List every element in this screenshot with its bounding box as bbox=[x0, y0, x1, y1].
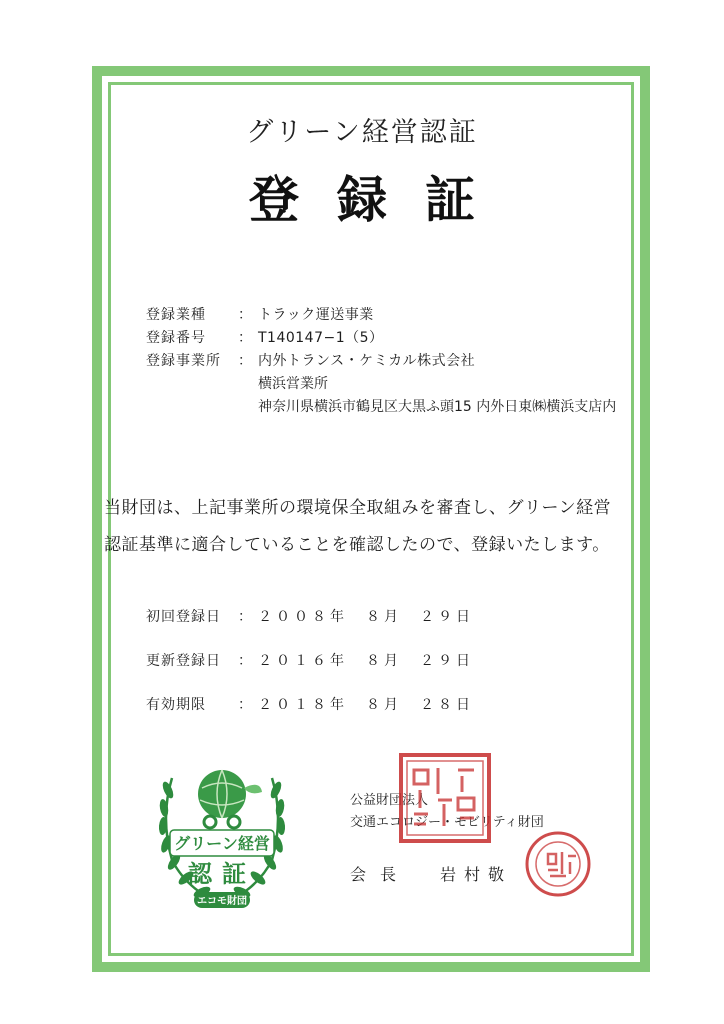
number-value: T140147−1（5） bbox=[258, 330, 384, 346]
official-round-seal-icon bbox=[524, 830, 592, 898]
office-branch: 横浜営業所 bbox=[258, 376, 328, 392]
statement-line-2: 認証基準に適合していることを確認したので、登録いたします。 bbox=[104, 535, 610, 555]
renewal-row bbox=[146, 638, 474, 682]
colon: ： bbox=[238, 609, 252, 625]
president-name: 岩村敬 bbox=[440, 865, 513, 884]
certification-statement bbox=[104, 490, 644, 564]
office-label: 登録事業所 bbox=[146, 353, 221, 369]
colon: ： bbox=[238, 330, 252, 346]
expiry-date: ２０１８年 ８月 ２８日 bbox=[258, 697, 474, 713]
certificate-subtitle: グリーン経営認証 bbox=[246, 117, 478, 148]
logo-text-3: エコモ財団 bbox=[197, 896, 247, 907]
industry-row bbox=[146, 304, 616, 327]
colon: ： bbox=[238, 353, 252, 369]
president-title: 会長 bbox=[350, 865, 411, 884]
office-company: 内外トランス・ケミカル株式会社 bbox=[258, 353, 476, 369]
office-row bbox=[146, 350, 616, 373]
globe-icon bbox=[198, 770, 262, 828]
issuer-line-2: 交通エコロジー・モビリティ財団 bbox=[350, 815, 544, 830]
renewal-label: 更新登録日 bbox=[146, 653, 221, 669]
first-registration-label: 初回登録日 bbox=[146, 609, 221, 625]
number-label: 登録番号 bbox=[146, 330, 206, 346]
colon: ： bbox=[238, 697, 252, 713]
president-signature bbox=[350, 862, 512, 885]
industry-value: トラック運送事業 bbox=[258, 307, 374, 323]
colon: ： bbox=[238, 653, 252, 669]
renewal-date: ２０１６年 ８月 ２９日 bbox=[258, 653, 474, 669]
logo-text-2: 認証 bbox=[188, 860, 256, 888]
logo-text-1: グリーン経営 bbox=[174, 834, 270, 853]
industry-label: 登録業種 bbox=[146, 307, 206, 323]
first-registration-date: ２００８年 ８月 ２９日 bbox=[258, 609, 474, 625]
expiry-row bbox=[146, 682, 474, 726]
green-management-logo bbox=[132, 748, 312, 916]
dates-block bbox=[146, 594, 474, 726]
certificate-title: 登録証 bbox=[249, 171, 513, 229]
official-square-seal-icon bbox=[398, 752, 492, 844]
colon: ： bbox=[238, 307, 252, 323]
first-registration-row bbox=[146, 594, 474, 638]
statement-line-1: 当財団は、上記事業所の環境保全取組みを審査し、グリーン経営 bbox=[104, 498, 612, 518]
registration-info bbox=[146, 304, 616, 419]
expiry-label: 有効期限 bbox=[146, 697, 206, 713]
office-address: 神奈川県横浜市鶴見区大黒ふ頭15 内外日東㈱横浜支店内 bbox=[258, 399, 617, 415]
issuer-line-1: 公益財団法人 bbox=[350, 793, 429, 808]
number-row bbox=[146, 327, 616, 350]
